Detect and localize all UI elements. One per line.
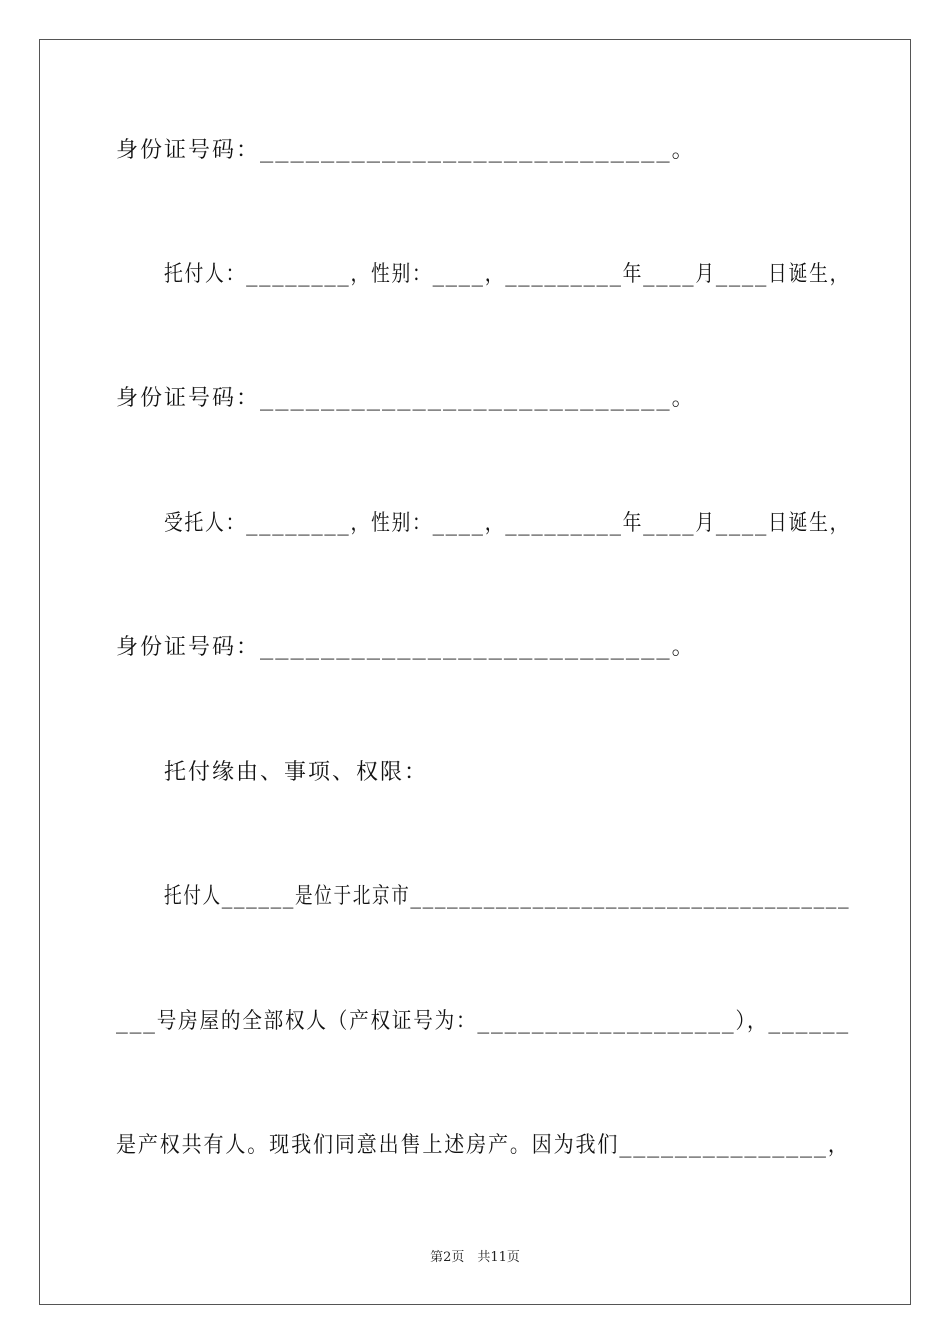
- body-paragraph-line-3: 是产权共有人。现我们同意出售上述房产。因为我们_______________，: [116, 1133, 850, 1158]
- body-paragraph-line-2: ___号房屋的全部权人（产权证号为：___________________），______: [116, 1009, 850, 1034]
- body-paragraph-line-1: 托付人______是位于北京市____________________________________: [164, 884, 851, 909]
- page-frame: [39, 39, 911, 1305]
- client-id-number-line-2: 身份证号码：___________________________。: [116, 386, 696, 411]
- agent-info-line: 受托人：________，性别：____，_________年____月____日诞生，: [164, 511, 851, 536]
- client-info-line: 托付人：________，性别：____，_________年____月____日诞生，: [164, 262, 851, 287]
- agent-id-number-line: 身份证号码：___________________________。: [116, 635, 696, 660]
- page-number-footer: 第2页 共11页: [430, 1250, 520, 1265]
- client-id-number-line: 身份证号码：___________________________。: [116, 138, 696, 163]
- section-heading: 托付缘由、事项、权限：: [164, 760, 429, 785]
